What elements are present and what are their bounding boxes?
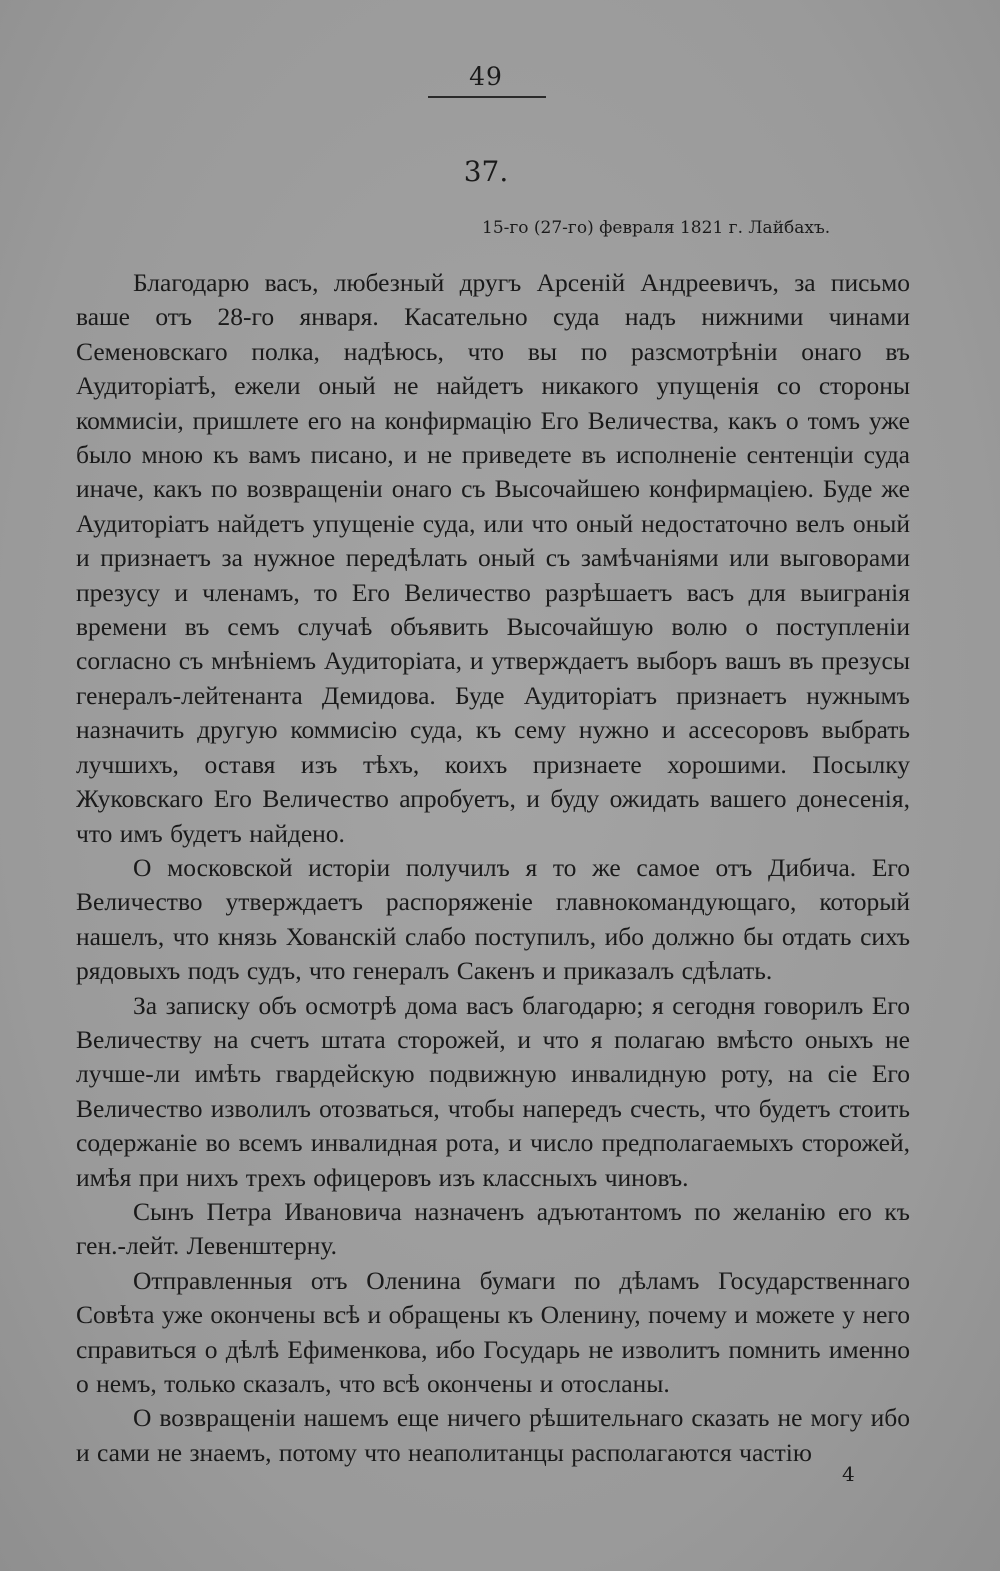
letter-number: 37. — [463, 155, 509, 188]
header-rule — [428, 96, 546, 98]
paragraph: Сынъ Петра Ивановича назначенъ адъютантомъ по желанію его къ ген.-лейт. Левенштерну. — [76, 1196, 910, 1261]
page-number: 49 — [469, 62, 503, 91]
paragraph: О московской исторіи получилъ я то же самое отъ Дибича. Его Величество утверждаетъ распоряженіе главнокомандующаго, который нашелъ, что князь Хованскій слабо поступилъ, ибо должно бы отдать сихъ рядовыхъ подъ судъ, что генералъ Сакенъ и приказалъ сдѣлать. — [76, 852, 910, 986]
paragraph: О возвращеніи нашемъ еще ничего рѣшительнаго сказать не могу ибо и сами не знаемъ, потому что неаполитанцы располагаются частію — [76, 1403, 910, 1467]
paragraph: Благодарю васъ, любезный другъ Арсеній Андреевичъ, за письмо ваше отъ 28-го января. Касательно суда надъ нижними чинами Семеновскаго полка, надѣюсь, что вы по разсмотрѣніи онаго въ Аудиторіатѣ, ежели оный не найдетъ никакого упущенія со стороны коммисіи, пришлете его на конфирмацію Его Величества, какъ о томъ уже было мною къ вамъ писано, и не приведете въ исполненіе сентенціи суда иначе, какъ по возвращеніи онаго съ Высочайшею конфирмаціею. Буде же Аудиторіатъ найдетъ упущеніе суда, или что оный недостаточно велъ оный и признаетъ за нужное передѣлать оный съ замѣчаніями или выговорами презусу и членамъ, то Его Величество разрѣшаетъ васъ для выигранія времени въ семъ случаѣ объявить Высочайшую волю о поступленіи согласно съ мнѣніемъ Аудиторіата, и утверждаетъ выборъ вашъ въ презусы генералъ-лейтенанта Демидова. Буде Аудиторіатъ признаетъ нужнымъ назначить другую коммисію суда, къ сему нужно и ассесоровъ выбрать лучшихъ, оставя изъ тѣхъ, коихъ признаете хорошими. Посылку Жуковскаго Его Величество апробуетъ, и буду ожидать вашего донесенія, что имъ будетъ найдено. — [76, 268, 910, 848]
letter-body — [76, 266, 910, 1470]
signature-mark: 4 — [842, 1462, 855, 1486]
dateline: 15-го (27-го) февраля 1821 г. Лайбахъ. — [482, 218, 831, 238]
paragraph: За записку объ осмотрѣ дома васъ благодарю; я сегодня говорилъ Его Величеству на счетъ штата сторожей, и что я полагаю вмѣсто оныхъ не лучше-ли имѣть гвардейскую подвижную инвалидную роту, на сіе Его Величество изволилъ отозваться, чтобы напередъ счесть, что будетъ стоить содержаніе во всемъ инвалидная рота, и число предполагаемыхъ сторожей, имѣя при нихъ трехъ офицеровъ изъ классныхъ чиновъ. — [76, 990, 910, 1192]
paragraph: Отправленныя отъ Оленина бумаги по дѣламъ Государственнаго Совѣта уже окончены всѣ и обращены къ Оленину, почему и можете у него справиться о дѣлѣ Ефименкова, ибо Государь не изволитъ помнить именно о немъ, только сказалъ, что всѣ окончены и отосланы. — [76, 1265, 910, 1398]
